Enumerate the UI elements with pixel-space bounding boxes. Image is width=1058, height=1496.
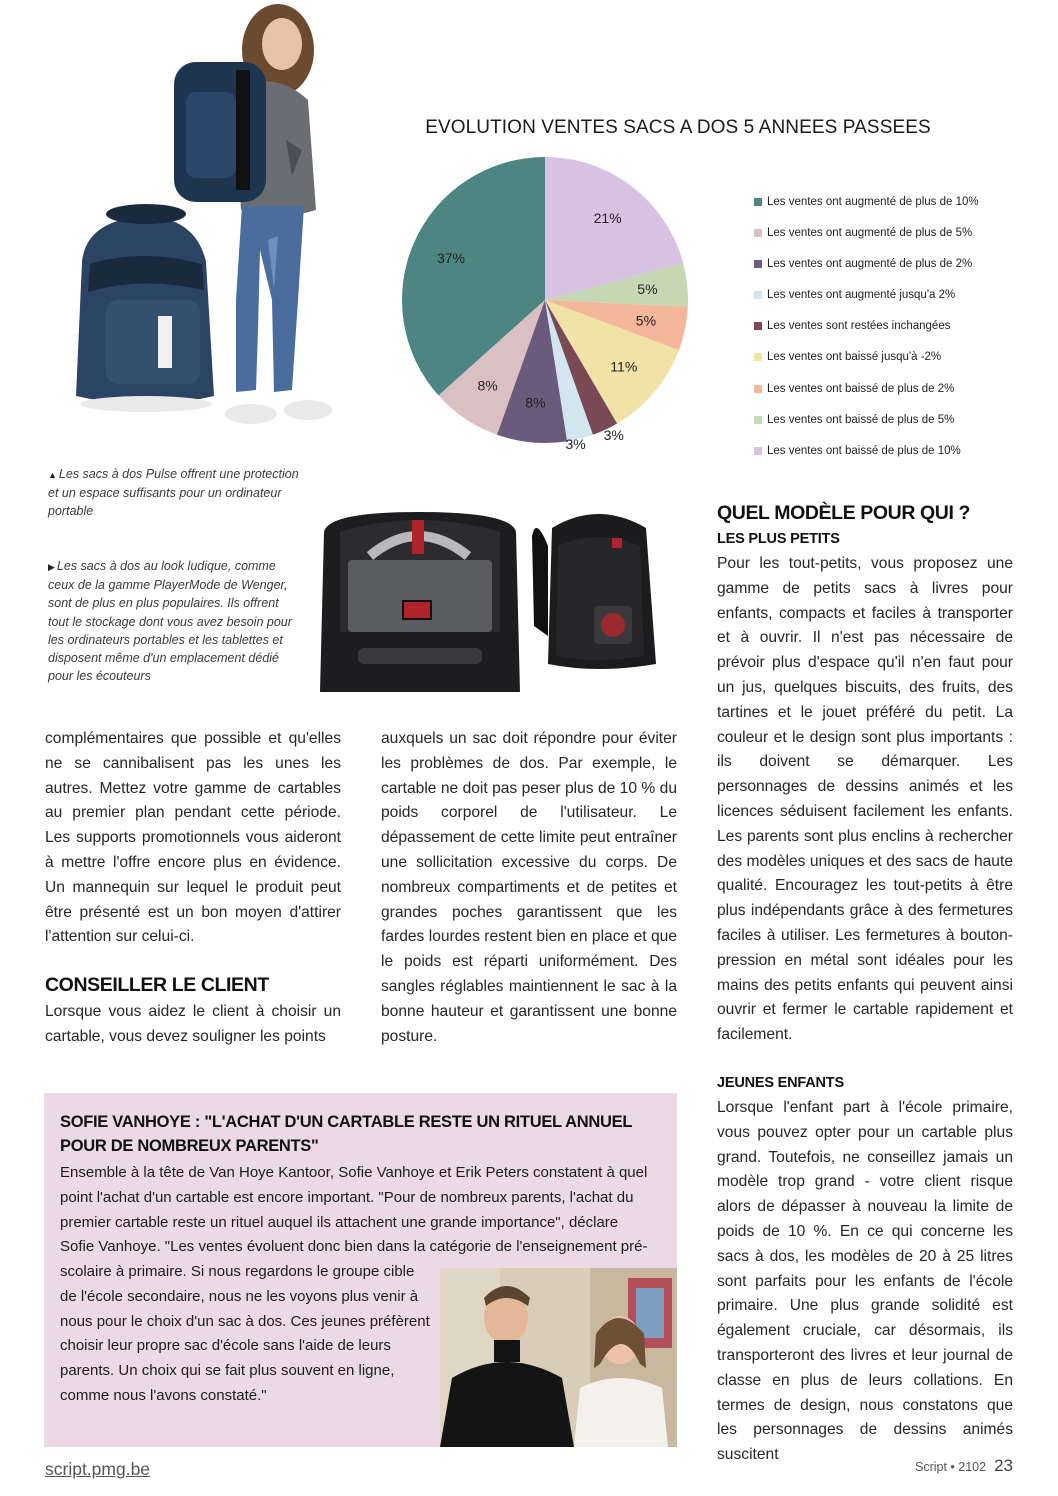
col2-paragraph-1: auxquels un sac doit répondre pour éviter les problèmes de dos. Par exemple, le cartable ne doit pas peser plus de 10 % du poids corporel de l'utilisateur. Le dépassement de cette limite peut entraîner une sollicitation excessive du corps. De nombreux compartiments et de petites et grandes poches garantissent que les fardes lourdes restent bien en place et que le poids est réparti uniformément. Des sangles réglables maintiennent le sac à la bonne hauteur et garantissent une bonne posture.	[381, 730, 677, 1045]
interview-text-full: Ensemble à la tête de Van Hoye Kantoor, Sofie Vanhoye et Erik Peters constatent à quel point l'achat d'un cartable est encore important. "Pour de nombreux parents, l'achat du premier cartable reste un rituel auquel ils attachent une grande importance", déclare Sofie Vanhoye. "Les ventes évoluent donc bien dans la catégorie de l'enseignement pré-	[60, 1164, 648, 1256]
pie-label-5: 3%	[603, 426, 624, 443]
legend-label-3: Les ventes ont augmenté de plus de 2%	[767, 258, 973, 271]
pie-label-8: 5%	[637, 280, 658, 297]
footer-issue-text: Script • 2102	[914, 1460, 987, 1474]
page-number: 23	[994, 1456, 1013, 1475]
col3-paragraph-2: Lorsque l'enfant part à l'école primaire, vous pouvez opter pour un cartable plus grand. Toutefois, ne conseillez jamais un modèle trop grand - votre client risque alors de dépasser à nouveau la limite de poids de 10 %. En ce qui concerne les sacs à dos, les modèles de 20 à 25 litres sont parfaits pour les enfants de l'école primaire. Une plus grande solidité est également cruciale, car désormais, ils transporteront des livres et leur journal de classe en plus de leurs collations. En termes de design, nous constatons que les personnages de dessins animés suscitent	[717, 1098, 1013, 1464]
legend-swatch-3	[754, 260, 762, 268]
vanhoye-peters-photo	[440, 1268, 677, 1447]
chart-legend	[754, 192, 1054, 472]
pulse-caption	[48, 465, 310, 521]
pie-label-1: 37%	[436, 250, 466, 266]
legend-swatch-1	[754, 198, 762, 206]
pulse-caption-text: Les sacs à dos Pulse offrent une protection et un espace suffisants pour un ordinateur portable	[48, 467, 299, 519]
legend-label-6: Les ventes ont baissé jusqu'à -2%	[767, 351, 942, 364]
heading-quel-modele: QUEL MODÈLE POUR QUI ?	[717, 502, 971, 524]
legend-label-5: Les ventes sont restées inchangées	[767, 320, 951, 333]
wenger-caption	[48, 557, 298, 685]
legend-item-4	[754, 285, 1054, 316]
wenger-open-backpack-photo	[318, 512, 522, 692]
legend-swatch-6	[754, 353, 762, 361]
triangle-up-icon: ▲	[48, 470, 57, 480]
legend-label-9: Les ventes ont baissé de plus de 10%	[767, 444, 961, 457]
legend-swatch-5	[754, 322, 762, 330]
col1-paragraph-1: complémentaires que possible et qu'elles ne se cannibalisent pas les unes les autres. Mettez votre gamme de cartables au premier plan pendant cette période. Les supports promotionnels vous aideront à mettre l'offre encore plus en évidence. Un mannequin sur lequel le produit peut être présenté est un bon moyen d'attirer l'attention sur celui-ci.	[45, 730, 341, 946]
legend-item-1	[754, 192, 1054, 223]
triangle-right-icon: ▶	[48, 562, 55, 572]
legend-label-8: Les ventes ont baissé de plus de 5%	[767, 413, 955, 426]
column-2	[381, 727, 677, 1049]
legend-item-2	[754, 223, 1054, 254]
footer-site-link[interactable]: script.pmg.be	[45, 1459, 151, 1479]
legend-swatch-2	[754, 229, 762, 237]
legend-item-7	[754, 379, 1054, 410]
pie-label-9: 21%	[593, 210, 622, 227]
legend-swatch-4	[754, 291, 762, 299]
legend-swatch-8	[754, 416, 762, 424]
subheading-jeunes-enfants: JEUNES ENFANTS	[717, 1074, 844, 1091]
pie-label-3: 8%	[525, 394, 546, 411]
pie-chart	[390, 150, 700, 470]
column-1	[45, 727, 341, 1050]
pie-label-7: 5%	[635, 312, 657, 329]
interview-title: SOFIE VANHOYE : "L'ACHAT D'UN CARTABLE RESTE UN RITUEL ANNUEL POUR DE NOMBREUX PARENTS"	[60, 1113, 632, 1155]
legend-item-5	[754, 316, 1054, 347]
legend-item-3	[754, 254, 1054, 285]
chart-title: EVOLUTION VENTES SACS A DOS 5 ANNEES PASSEES	[425, 117, 931, 138]
col3-paragraph-1: Pour les tout-petits, vous proposez une gamme de petits sacs à livres pour enfants, compacts et faciles à transporter et à ouvrir. Il n'est pas nécessaire de prévoir plus d'espace qu'il n'en faut pour un jus, quelques biscuits, des fruits, des tartines et le jouet préféré du petit. La couleur et le design sont plus importants : ils doivent se démarquer. Les personnages de dessins animés et les licences séduisent facilement les enfants. Les parents sont plus enclins à rechercher des modèles uniques et des sacs de haute qualité. Encouragez les tout-petits à être plus indépendants grâce à des fermetures faciles à utiliser. Les fermetures à bouton-pression en métal sont idéales pour les mains des petits enfants qui peuvent ainsi ouvrir et fermer le cartable rapidement et facilement.	[717, 555, 1013, 1044]
pie-label-4: 3%	[565, 436, 586, 453]
pie-label-6: 11%	[610, 358, 638, 375]
legend-label-1: Les ventes ont augmenté de plus de 10%	[767, 196, 979, 208]
legend-item-8	[754, 410, 1054, 441]
legend-item-9	[754, 441, 1054, 472]
heading-conseiller: CONSEILLER LE CLIENT	[45, 974, 269, 997]
wenger-closed-backpack-photo	[528, 506, 668, 671]
legend-swatch-7	[754, 385, 762, 393]
legend-label-7: Les ventes ont baissé de plus de 2%	[767, 382, 955, 395]
footer-issue	[915, 1456, 1013, 1476]
column-3	[717, 500, 1013, 1468]
legend-label-2: Les ventes ont augmenté de plus de 5%	[767, 227, 973, 240]
legend-label-4: Les ventes ont augmenté jusqu'a 2%	[767, 289, 956, 302]
wenger-caption-text: Les sacs à dos au look ludique, comme ceux de la gamme PlayerMode de Wenger, sont de plus en plus populaires. Ils offrent tout le stockage dont vous avez besoin pour les ordinateurs portables et les tablettes et disposent même d'un emplacement dédié pour les écouteurs	[48, 559, 292, 684]
interview-text-narrow: scolaire à primaire. Si nous regardons le groupe cible de l'école secondaire, nous ne les voyons plus venir à nous pour le choix d'un sac à dos. Ces jeunes préfèrent choisir leur propre sac d'école sans l'aide de leurs parents. Un choix qui se fait plus souvent en ligne, comme nous l'avons constaté."	[60, 1263, 430, 1404]
pulse-backpack-photo	[46, 0, 336, 440]
pie-label-2: 8%	[477, 377, 498, 394]
col1-paragraph-2: Lorsque vous aidez le client à choisir un cartable, vous devez souligner les points	[45, 1003, 341, 1045]
legend-swatch-9	[754, 447, 762, 455]
legend-item-6	[754, 347, 1054, 378]
subheading-plus-petits: LES PLUS PETITS	[717, 531, 840, 547]
